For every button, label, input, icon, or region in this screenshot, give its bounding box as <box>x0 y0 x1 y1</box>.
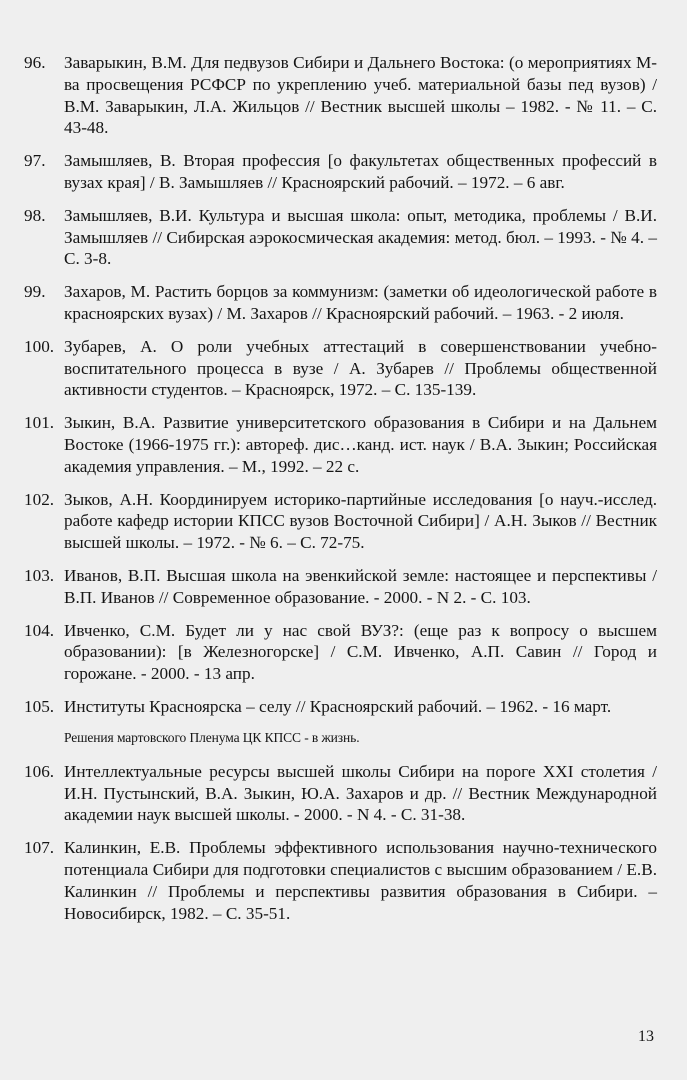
bibliography-entry <box>24 565 657 609</box>
entry-text: Заварыкин, В.М. Для педвузов Сибири и Дальнего Востока: (о мероприятиях М-ва просвещения РСФСР по укреплению учеб. материальной базы пед вузов) / В.М. Заварыкин, Л.А. Жильцов // Вестник высшей школы – 1982. - № 11. – С. 43-48. <box>64 53 657 138</box>
bibliography-entry <box>24 52 657 139</box>
bibliography-entry <box>24 620 657 685</box>
entry-number: 99. <box>24 282 46 302</box>
bibliography-entry <box>24 281 657 325</box>
bibliography-entry <box>24 336 657 401</box>
entry-number: 98. <box>24 205 46 225</box>
entry-number: 96. <box>24 53 46 72</box>
bibliography-entry <box>24 205 657 270</box>
bibliography-entry <box>24 489 657 554</box>
entry-number: 103. <box>24 565 55 585</box>
entry-number: 104. <box>24 620 55 640</box>
entry-note: Решения мартовского Пленума ЦК КПСС - в жизнь. <box>64 729 360 745</box>
bibliography-entry <box>24 837 657 924</box>
entry-text: Калинкин, Е.В. Проблемы эффективного использования научно-технического потенциала Сибири для подготовки специалистов с высшим образованием / Е.В. Калинкин // Проблемы и перспективы развития образования в Сибири. – Новосибирск, 1982. – С. 35-51. <box>64 838 657 923</box>
bibliography-entry <box>24 150 657 194</box>
entry-text: Институты Красноярска – селу // Красноярский рабочий. – 1962. - 16 март. <box>64 696 612 716</box>
entry-number: 97. <box>24 151 46 171</box>
entry-number: 100. <box>24 336 55 356</box>
entry-number: 101. <box>24 413 55 433</box>
entry-text: Захаров, М. Растить борцов за коммунизм: (заметки об идеологической работе в красноярских вузах) / М. Захаров // Красноярский рабочий. – 1963. - 2 июля. <box>64 282 657 323</box>
bibliography-entry <box>24 412 657 477</box>
entry-text: Замышляев, В. Вторая профессия [о факультетах общественных профессий в вузах края] / В. Замышляев // Красноярский рабочий. – 1972. – 6 авг. <box>64 151 657 192</box>
entry-text: Зубарев, А. О роли учебных аттестаций в совершенствовании учебно-воспитательного процесса в вузе / А. Зубарев // Проблемы общественной активности студентов. – Красноярск, 1972. – С. 135-139. <box>64 336 657 400</box>
page-number: 13 <box>638 1028 654 1045</box>
bibliography-list <box>24 52 657 935</box>
entry-text: Интеллектуальные ресурсы высшей школы Сибири на пороге XXI столетия / И.Н. Пустынский, В.А. Зыкин, Ю.А. Захаров и др. // Вестник Международной академии наук высшей школы. - 2000. - N 4. - С. 31-38. <box>64 761 657 825</box>
entry-number: 107. <box>24 838 55 858</box>
bibliography-entry <box>24 696 657 718</box>
entry-text: Ивченко, С.М. Будет ли у нас свой ВУЗ?: (еще раз к вопросу о высшем образовании): [в Железногорске] / С.М. Ивченко, А.П. Савин // Город и горожане. - 2000. - 13 апр. <box>64 620 657 684</box>
entry-text: Зыкин, В.А. Развитие университетского образования в Сибири и на Дальнем Востоке (1966-1975 гг.): автореф. дис…канд. ист. наук / В.А. Зыкин; Российская академия управления. – М., 1992. – 22 с. <box>64 413 657 476</box>
bibliography-entry <box>24 761 657 826</box>
entry-text: Зыков, А.Н. Координируем историко-партийные исследования [о науч.-исслед. работе кафедр истории КПСС вузов Восточной Сибири] / А.Н. Зыков // Вестник высшей школы. – 1972. - № 6. – С. 72-75. <box>64 489 657 553</box>
entry-number: 105. <box>24 696 55 716</box>
entry-number: 102. <box>24 489 55 509</box>
entry-text: Замышляев, В.И. Культура и высшая школа: опыт, методика, проблемы / В.И. Замышляев // Сибирская аэрокосмическая академия: метод. бюл. – 1993. - № 4. – С. 3-8. <box>64 205 657 269</box>
entry-number: 106. <box>24 761 55 781</box>
entry-text: Иванов, В.П. Высшая школа на эвенкийской земле: настоящее и перспективы / В.П. Иванов // Современное образование. - 2000. - N 2. - С. 103. <box>64 565 657 607</box>
